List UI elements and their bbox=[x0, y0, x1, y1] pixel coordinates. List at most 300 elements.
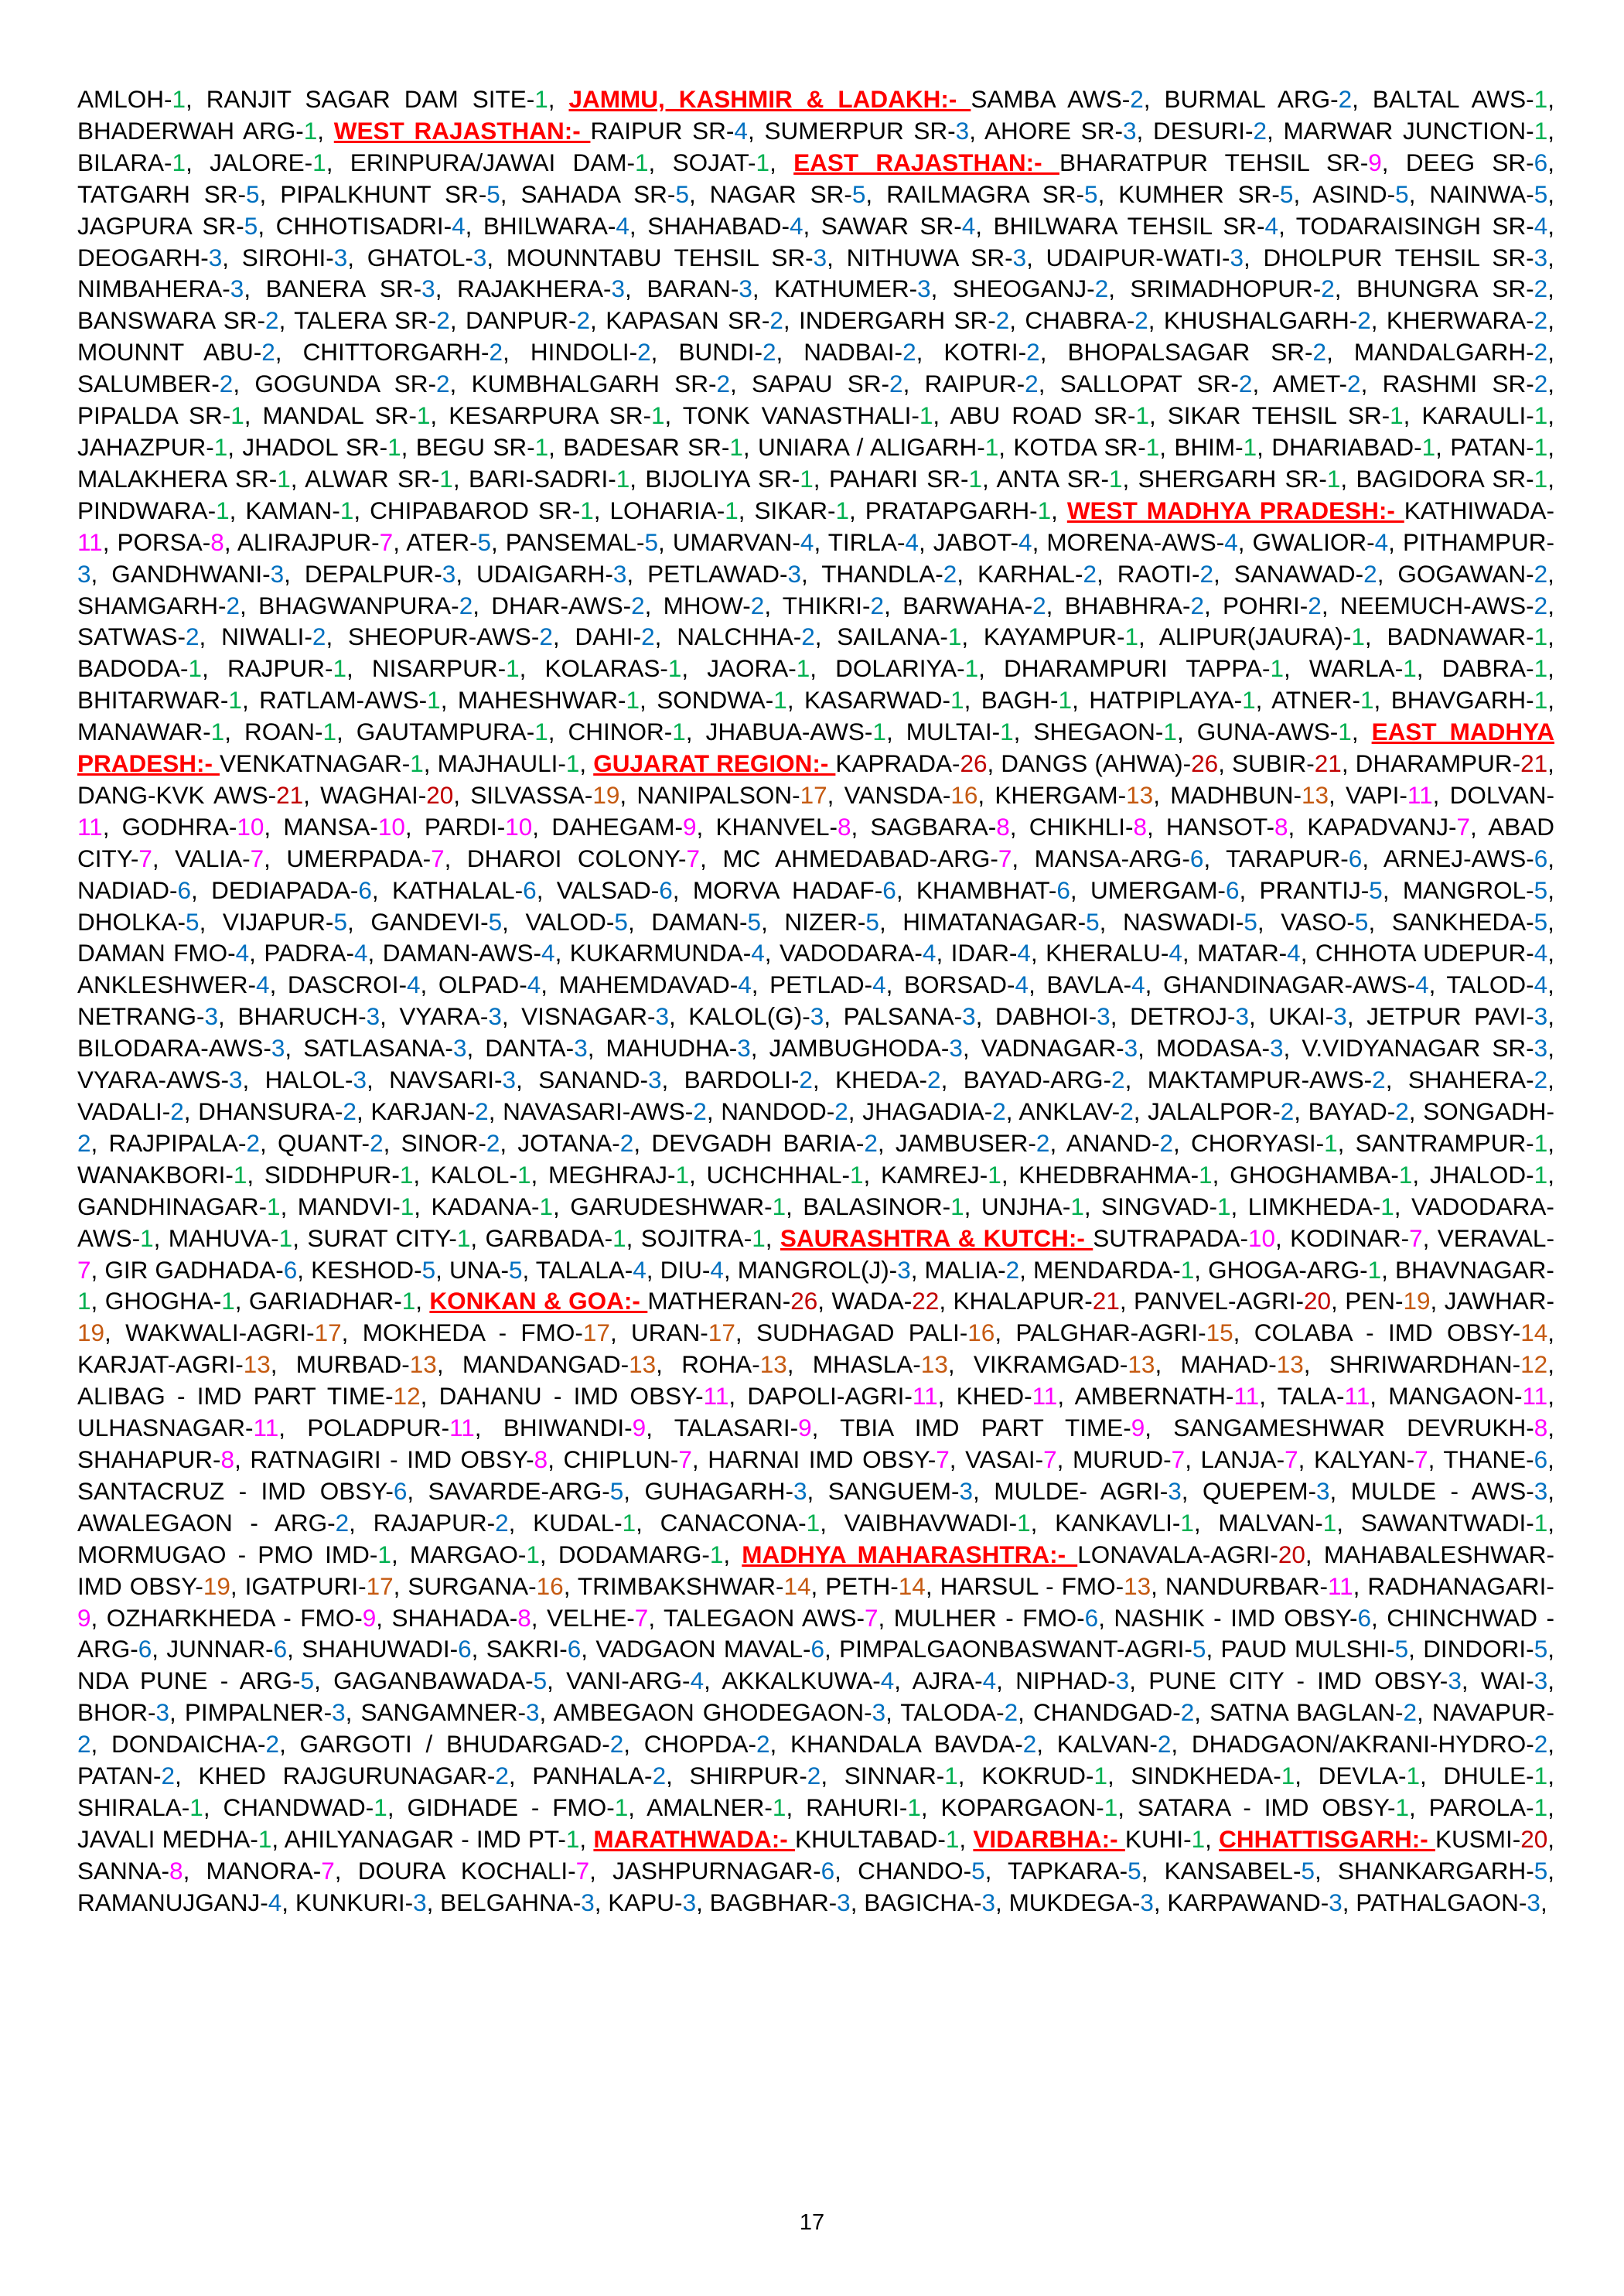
rainfall-value: 1 bbox=[1534, 623, 1548, 651]
rainfall-value: 3 bbox=[1012, 243, 1027, 271]
station-name: KARJAT-AGRI- bbox=[77, 1350, 244, 1379]
rainfall-value: 3 bbox=[473, 243, 487, 271]
station-name: NISARPUR- bbox=[371, 654, 507, 683]
rainfall-value: 2 bbox=[459, 591, 473, 619]
station-entry: GODHRA-10, bbox=[121, 812, 271, 841]
station-name: BHOR- bbox=[77, 1698, 156, 1727]
station-entry: SIKAR-1, bbox=[754, 496, 856, 524]
rainfall-value: 2 bbox=[486, 1128, 500, 1157]
station-entry: RAOTI-2, bbox=[1117, 559, 1220, 588]
station-entry: SINGVAD-1, bbox=[1101, 1192, 1238, 1220]
rainfall-value: 4 bbox=[1415, 971, 1429, 999]
station-entry: THIKRI-2, bbox=[782, 591, 891, 619]
rainfall-value: 4 bbox=[1017, 939, 1031, 967]
station-name: SANAWAD- bbox=[1233, 559, 1364, 588]
station-name: PIMPALNER- bbox=[184, 1698, 333, 1727]
rainfall-value: 2 bbox=[370, 1128, 384, 1157]
rainfall-value: 4 bbox=[982, 1667, 997, 1695]
station-entry: DODAMARG-1, bbox=[558, 1540, 731, 1568]
station-name: VADODARA- bbox=[779, 939, 923, 967]
station-entry: QUEPEM-3, bbox=[1202, 1476, 1337, 1505]
station-name: RAOTI- bbox=[1117, 559, 1200, 588]
station-name: KARPAWAND- bbox=[1167, 1888, 1329, 1916]
station-name: VIJAPUR- bbox=[222, 907, 334, 936]
station-name: VANI-ARG- bbox=[566, 1667, 691, 1695]
station-name: MALIA- bbox=[924, 1255, 1006, 1284]
rainfall-value: 8 bbox=[210, 527, 224, 556]
station-entry: KOLARAS-1, bbox=[544, 654, 689, 683]
station-name: SANTRAMPUR- bbox=[1355, 1128, 1534, 1157]
rainfall-value: 3 bbox=[1124, 1034, 1138, 1063]
station-entry: VIJAPUR-5, bbox=[222, 907, 354, 936]
rainfall-value: 16 bbox=[967, 1319, 995, 1347]
rainfall-value: 5 bbox=[1084, 179, 1098, 208]
station-name: BHAVGARH- bbox=[1390, 686, 1534, 715]
rainfall-value: 21 bbox=[276, 780, 304, 809]
station-entry: KAYAMPUR-1, bbox=[983, 623, 1145, 651]
rainfall-value: 3 bbox=[955, 116, 970, 145]
rainfall-value: 22 bbox=[912, 1287, 940, 1315]
station-entry: GARIADHAR-1, bbox=[248, 1287, 422, 1315]
station-entry: MARWAR JUNCTION-1, bbox=[1283, 116, 1554, 145]
station-name: RAIPUR- bbox=[924, 370, 1025, 398]
rainfall-value: 13 bbox=[920, 1350, 948, 1379]
station-name: NAVSARI- bbox=[389, 1066, 503, 1094]
rainfall-value: 2 bbox=[265, 1730, 280, 1759]
rainfall-value: 4 bbox=[527, 971, 541, 999]
station-name: KHALAPUR- bbox=[953, 1287, 1093, 1315]
rainfall-value: 3 bbox=[1534, 1002, 1548, 1031]
station-name: WAI- bbox=[1480, 1667, 1534, 1695]
rainfall-value: 7 bbox=[678, 1445, 692, 1473]
rainfall-value: 6 bbox=[393, 1476, 408, 1505]
rainfall-value: 6 bbox=[523, 875, 537, 904]
rainfall-value: 3 bbox=[1230, 243, 1244, 271]
station-entry: MADHBUN-13, bbox=[1170, 780, 1336, 809]
rainfall-value: 2 bbox=[1083, 559, 1097, 588]
station-name: PETH- bbox=[825, 1571, 899, 1600]
station-entry: BURMAL ARG-2, bbox=[1164, 85, 1359, 113]
station-entry: ARNEJ-AWS-6, bbox=[1383, 844, 1554, 872]
rainfall-value: 4 bbox=[789, 211, 803, 240]
rainfall-value: 6 bbox=[821, 1856, 835, 1885]
station-name: RAJAPUR- bbox=[373, 1508, 496, 1537]
station-entry: DHAROI COLONY-7, bbox=[466, 844, 707, 872]
station-name: KESHOD- bbox=[311, 1255, 422, 1284]
rainfall-value: 7 bbox=[686, 844, 701, 872]
rainfall-value: 4 bbox=[1534, 211, 1548, 240]
rainfall-value: 2 bbox=[312, 623, 326, 651]
station-name: RADHANAGARI- bbox=[1367, 1571, 1554, 1600]
rainfall-value: 2 bbox=[1032, 591, 1046, 619]
station-name: JAGPURA SR- bbox=[77, 211, 244, 240]
rainfall-value: 2 bbox=[1180, 1698, 1195, 1727]
station-entry: PAHARI SR-1, bbox=[828, 464, 989, 493]
station-name: DEVLA- bbox=[1318, 1762, 1407, 1790]
station-entry: KESARPURA SR-1, bbox=[449, 401, 672, 430]
station-entry: DEDIAPADA-6, bbox=[211, 875, 379, 904]
station-name: BIJOLIYA SR- bbox=[645, 464, 800, 493]
station-name: BAYAD-ARG- bbox=[963, 1066, 1112, 1094]
station-name: KANSABEL- bbox=[1164, 1856, 1302, 1885]
rainfall-value: 1 bbox=[1534, 1793, 1548, 1821]
station-entry: NIMBAHERA-3, bbox=[77, 275, 251, 303]
station-name: SAMBA AWS- bbox=[971, 85, 1131, 113]
station-entry: JAVALI MEDHA-1, bbox=[77, 1824, 279, 1853]
rainfall-value: 19 bbox=[1403, 1287, 1431, 1315]
rainfall-value: 1 bbox=[1070, 1192, 1084, 1220]
rainfall-value: 2 bbox=[1134, 306, 1148, 335]
station-entry: BELGAHNA-3, bbox=[440, 1888, 602, 1916]
rainfall-value: 1 bbox=[1104, 1793, 1118, 1821]
station-name: AHORE SR- bbox=[984, 116, 1123, 145]
station-entry: BAGH-1, bbox=[981, 686, 1079, 715]
station-name: GUHAGARH- bbox=[644, 1476, 793, 1505]
station-name: ROAN- bbox=[244, 718, 323, 746]
rainfall-value: 1 bbox=[1281, 1762, 1295, 1790]
station-entry: JAORA-1, bbox=[707, 654, 817, 683]
station-entry: UMERGAM-6, bbox=[1090, 875, 1247, 904]
station-entry: GHOGHAMBA-1, bbox=[1230, 1160, 1420, 1189]
station-entry: CHINOR-1, bbox=[568, 718, 693, 746]
station-name: BHILWARA- bbox=[483, 211, 616, 240]
station-name: RAHURI- bbox=[806, 1793, 908, 1821]
station-name: AJRA- bbox=[912, 1667, 983, 1695]
rainfall-value: 17 bbox=[366, 1571, 394, 1600]
station-entry: DEVGADH BARIA-2, bbox=[651, 1128, 885, 1157]
station-name: SURGANA- bbox=[408, 1571, 537, 1600]
station-name: BHAVNAGAR- bbox=[1394, 1255, 1554, 1284]
station-entry: KADANA-1, bbox=[431, 1192, 560, 1220]
station-entry: COLABA - IMD OBSY-14, bbox=[1254, 1319, 1555, 1347]
station-name: NASWADI- bbox=[1123, 907, 1244, 936]
station-entry: MANSA-ARG-6, bbox=[1034, 844, 1211, 872]
rainfall-value: 5 bbox=[1301, 1856, 1315, 1885]
station-entry: PANSEMAL-5, bbox=[505, 527, 665, 556]
station-name: DHARIABAD- bbox=[1271, 432, 1422, 461]
station-name: SAILANA- bbox=[837, 623, 948, 651]
station-entry: NDA PUNE - ARG-5, bbox=[77, 1667, 321, 1695]
rainfall-value: 1 bbox=[267, 1192, 281, 1220]
station-entry: MULTAI-1, bbox=[906, 718, 1021, 746]
station-entry: SAKRI-6, bbox=[486, 1635, 589, 1663]
station-entry: MANORA-7, bbox=[206, 1856, 342, 1885]
station-name: BADODA- bbox=[77, 654, 189, 683]
rainfall-value: 3 bbox=[366, 1002, 380, 1031]
station-entry: SAVARDE-ARG-5, bbox=[428, 1476, 631, 1505]
station-name: KHED RAJGURUNAGAR- bbox=[198, 1762, 496, 1790]
station-entry: ERINPURA/JAWAI DAM-1, bbox=[350, 148, 656, 176]
station-name: MANDAL SR- bbox=[262, 401, 417, 430]
station-name: SUMERPUR SR- bbox=[764, 116, 956, 145]
station-entry: KHED RAJGURUNAGAR-2, bbox=[198, 1762, 516, 1790]
station-entry: HALOL-3, bbox=[264, 1066, 374, 1094]
station-name: WANAKBORI- bbox=[77, 1160, 234, 1189]
station-entry: SANTACRUZ - IMD OBSY-6, bbox=[77, 1476, 415, 1505]
rainfall-value: 4 bbox=[1534, 939, 1548, 967]
rainfall-value: 4 bbox=[710, 1255, 724, 1284]
station-name: CHIPLUN- bbox=[563, 1445, 679, 1473]
station-entry: DAHEGAM-9, bbox=[551, 812, 704, 841]
station-name: DEDIAPADA- bbox=[211, 875, 359, 904]
station-entry: DINDORI-5, bbox=[1423, 1635, 1554, 1663]
rainfall-value: 5 bbox=[421, 1255, 436, 1284]
rainfall-value: 6 bbox=[1534, 148, 1548, 176]
station-name: VIKRAMGAD- bbox=[973, 1350, 1128, 1379]
station-name: VENKATNAGAR- bbox=[220, 749, 411, 778]
rainfall-value: 26 bbox=[1191, 749, 1219, 778]
station-name: KAPASAN SR- bbox=[606, 306, 770, 335]
rainfall-value: 2 bbox=[756, 1730, 770, 1759]
station-entry: SIKAR TEHSIL SR-1, bbox=[1167, 401, 1411, 430]
rainfall-value: 2 bbox=[1199, 559, 1214, 588]
station-entry: SHEOGANJ-2, bbox=[952, 275, 1115, 303]
station-name: HARSUL - FMO- bbox=[940, 1571, 1124, 1600]
rainfall-value: 1 bbox=[1390, 401, 1404, 430]
station-name: GANDEVI- bbox=[370, 907, 489, 936]
rainfall-value: 1 bbox=[1191, 1824, 1206, 1853]
rainfall-value: 2 bbox=[1534, 370, 1548, 398]
rainfall-value: 1 bbox=[221, 1287, 235, 1315]
rainfall-value: 5 bbox=[533, 1667, 548, 1695]
rainfall-value: 1 bbox=[806, 1508, 821, 1537]
rainfall-value: 2 bbox=[801, 623, 815, 651]
station-entry: MC AHMEDABAD-ARG-7, bbox=[722, 844, 1019, 872]
station-name: VALOD- bbox=[525, 907, 615, 936]
station-entry: KHERALU-4, bbox=[1046, 939, 1189, 967]
station-name: NANDURBAR- bbox=[1165, 1571, 1328, 1600]
rainfall-value: 2 bbox=[1347, 370, 1361, 398]
rainfall-value: 1 bbox=[950, 1192, 964, 1220]
rainfall-value: 6 bbox=[1056, 875, 1070, 904]
station-name: DHOLKA- bbox=[77, 907, 186, 936]
station-name: NIZER- bbox=[784, 907, 866, 936]
rainfall-value: 2 bbox=[1130, 85, 1144, 113]
rainfall-value: 10 bbox=[377, 812, 405, 841]
rainfall-value: 1 bbox=[1534, 1508, 1548, 1537]
station-entry: DHARIABAD-1, bbox=[1271, 432, 1442, 461]
rainfall-value: 4 bbox=[880, 1667, 895, 1695]
rainfall-value: 3 bbox=[739, 275, 752, 303]
station-entry: PIPALKHUNT SR-5, bbox=[280, 179, 507, 208]
station-entry: WAGHAI-20, bbox=[320, 780, 460, 809]
station-entry: OLPAD-4, bbox=[438, 971, 548, 999]
station-entry: BHARUCH-3, bbox=[237, 1002, 387, 1031]
rainfall-value: 11 bbox=[449, 1414, 475, 1442]
station-name: KAPU- bbox=[608, 1888, 683, 1916]
station-name: CHINCHWAD - ARG- bbox=[77, 1603, 1554, 1663]
station-name: NANDOD- bbox=[721, 1097, 835, 1125]
rainfall-value: 3 bbox=[208, 243, 223, 271]
station-name: GHOGHA- bbox=[104, 1287, 222, 1315]
rainfall-value: 3 bbox=[872, 1698, 886, 1727]
rainfall-value: 5 bbox=[1192, 1635, 1206, 1663]
station-entry: JAMBUSER-2, bbox=[895, 1128, 1057, 1157]
rainfall-value: 2 bbox=[1312, 338, 1327, 367]
station-entry: BAYAD-2, bbox=[1308, 1097, 1416, 1125]
rainfall-value: 6 bbox=[1225, 875, 1240, 904]
rainfall-value: 3 bbox=[1534, 1476, 1548, 1505]
station-name: KUHI- bbox=[1124, 1824, 1192, 1853]
station-name: JETPUR PAVI- bbox=[1366, 1002, 1534, 1031]
station-entry: VADGAON MAVAL-6, bbox=[595, 1635, 831, 1663]
station-entry: KALOL(G)-3, bbox=[688, 1002, 831, 1031]
station-entry: LIMKHEDA-1, bbox=[1247, 1192, 1401, 1220]
station-entry: SUDHAGAD PALI-16, bbox=[756, 1319, 1002, 1347]
station-entry: DAPOLI-AGRI-11, bbox=[747, 1382, 945, 1411]
station-name: KARHAL- bbox=[977, 559, 1083, 588]
station-entry: SAILANA-1, bbox=[837, 623, 969, 651]
station-entry: UCHCHHAL-1, bbox=[706, 1160, 871, 1189]
station-entry: LONAVALA-AGRI-20, bbox=[1077, 1540, 1312, 1568]
station-name: PALGHAR-AGRI- bbox=[1015, 1319, 1206, 1347]
station-entry: MANDALGARH-2, bbox=[1353, 338, 1554, 367]
rainfall-value: 11 bbox=[1327, 1571, 1353, 1600]
rainfall-value: 2 bbox=[186, 623, 200, 651]
station-entry: THANDLA-2, bbox=[821, 559, 964, 588]
station-name: DHARAMPUR- bbox=[1355, 749, 1521, 778]
station-name: VYARA-AWS- bbox=[77, 1066, 230, 1094]
rainfall-value: 1 bbox=[1534, 464, 1548, 493]
station-name: PATAN- bbox=[77, 1762, 162, 1790]
station-name: SAHADA SR- bbox=[520, 179, 676, 208]
station-entry: VASO-5, bbox=[1281, 907, 1376, 936]
station-entry: ABU ROAD SR-1, bbox=[950, 401, 1156, 430]
station-name: DAMAN- bbox=[651, 907, 748, 936]
station-entry: KUSMI-20, bbox=[1435, 1824, 1554, 1853]
station-name: SHEOGANJ- bbox=[952, 275, 1095, 303]
rainfall-value: 1 bbox=[399, 1160, 414, 1189]
station-name: JUNNAR- bbox=[166, 1635, 274, 1663]
station-name: JABOT- bbox=[933, 527, 1019, 556]
station-name: AMLOH- bbox=[77, 85, 172, 113]
station-entry: KARJAN-2, bbox=[370, 1097, 496, 1125]
station-entry: KHUSHALGARH-2, bbox=[1163, 306, 1378, 335]
rainfall-value: 11 bbox=[1344, 1382, 1370, 1411]
station-entry: NANIPALSON-17, bbox=[636, 780, 834, 809]
station-name: SHIRALA- bbox=[77, 1793, 190, 1821]
rainfall-value: 2 bbox=[1372, 1066, 1386, 1094]
station-entry: MODASA-3, bbox=[1155, 1034, 1291, 1063]
station-entry: TODARAISINGH SR-4, bbox=[1295, 211, 1554, 240]
rainfall-value: 1 bbox=[1322, 1508, 1337, 1537]
station-name: KUDAL- bbox=[533, 1508, 623, 1537]
rainfall-value: 1 bbox=[709, 1540, 724, 1568]
station-name: PADRA- bbox=[264, 939, 355, 967]
rainfall-value: 1 bbox=[1534, 1762, 1548, 1790]
station-name: MAHEMDAVAD- bbox=[558, 971, 739, 999]
station-name: PANVEL-AGRI- bbox=[1134, 1287, 1304, 1315]
station-entry: KOKRUD-1, bbox=[981, 1762, 1114, 1790]
station-entry: HANSOT-8, bbox=[1165, 812, 1295, 841]
station-name: KARJAN- bbox=[370, 1097, 476, 1125]
station-name: KUKARMUNDA- bbox=[569, 939, 752, 967]
rainfall-value: 3 bbox=[1269, 1034, 1284, 1063]
rainfall-value: 6 bbox=[177, 875, 192, 904]
station-name: KOTRI- bbox=[943, 338, 1027, 367]
station-name: VALIA- bbox=[175, 844, 251, 872]
rainfall-value: 13 bbox=[1126, 780, 1154, 809]
rainfall-value: 7 bbox=[250, 844, 264, 872]
rainfall-value: 2 bbox=[161, 1762, 176, 1790]
station-name: VELHE- bbox=[547, 1603, 635, 1632]
station-entry: DABHOI-3, bbox=[995, 1002, 1117, 1031]
station-entry: SAWANTWADI-1, bbox=[1360, 1508, 1554, 1537]
station-entry: VADALI-2, bbox=[77, 1097, 191, 1125]
station-entry: PAUD MULSHI-5, bbox=[1220, 1635, 1415, 1663]
station-entry: AHILYANAGAR - IMD PT-1, bbox=[284, 1824, 587, 1853]
station-entry: NIWALI-2, bbox=[221, 623, 333, 651]
station-entry: KATHALAL-6, bbox=[391, 875, 544, 904]
station-name: TALODA- bbox=[900, 1698, 1005, 1727]
rainfall-value: 2 bbox=[1363, 559, 1377, 588]
rainfall-value: 1 bbox=[1145, 432, 1160, 461]
station-name: VALSAD- bbox=[556, 875, 660, 904]
station-name: LOHARIA- bbox=[609, 496, 725, 524]
rainfall-value: 1 bbox=[612, 1223, 626, 1252]
rainfall-value: 5 bbox=[1369, 875, 1383, 904]
station-entry: VALSAD-6, bbox=[556, 875, 680, 904]
rainfall-value: 1 bbox=[534, 432, 549, 461]
station-name: JAMBUGHODA- bbox=[769, 1034, 950, 1063]
station-entry: KODINAR-7, bbox=[1290, 1223, 1430, 1252]
station-entry: RANJIT SAGAR DAM SITE-1, bbox=[206, 85, 555, 113]
station-name: BHADERWAH ARG- bbox=[77, 116, 304, 145]
station-name: SUTRAPADA- bbox=[1093, 1223, 1248, 1252]
station-entry: MAKTAMPUR-AWS-2, bbox=[1147, 1066, 1393, 1094]
station-entry: CANACONA-1, bbox=[660, 1508, 827, 1537]
rainfall-value: 1 bbox=[626, 686, 640, 715]
rainfall-value: 2 bbox=[226, 591, 241, 619]
station-name: DETROJ- bbox=[1129, 1002, 1236, 1031]
station-entry: SHIRPUR-2, bbox=[689, 1762, 828, 1790]
rainfall-value: 1 bbox=[427, 686, 441, 715]
station-name: UNIARA / ALIGARH- bbox=[758, 432, 985, 461]
station-name: MUKDEGA- bbox=[1008, 1888, 1141, 1916]
station-entry: MHOW-2, bbox=[663, 591, 772, 619]
station-entry: UKAI-3, bbox=[1268, 1002, 1354, 1031]
station-name: KHERGAM- bbox=[995, 780, 1127, 809]
station-entry: DHANSURA-2, bbox=[198, 1097, 363, 1125]
rainfall-value: 1 bbox=[377, 1540, 391, 1568]
station-entry: PADRA-4, bbox=[264, 939, 375, 967]
station-entry: VIKRAMGAD-13, bbox=[973, 1350, 1162, 1379]
station-entry: MURUD-7, bbox=[1072, 1445, 1192, 1473]
rainfall-value: 12 bbox=[393, 1382, 421, 1411]
rainfall-value: 2 bbox=[77, 1730, 91, 1759]
rainfall-value: 5 bbox=[1534, 907, 1548, 936]
station-entry: BHAVGARH-1, bbox=[1390, 686, 1554, 715]
rainfall-value: 1 bbox=[651, 401, 665, 430]
station-name: SALLOPAT SR- bbox=[1059, 370, 1239, 398]
station-name: MANGROL- bbox=[1402, 875, 1534, 904]
station-entry: WAKWALI-AGRI-17, bbox=[125, 1319, 349, 1347]
rainfall-value: 20 bbox=[1278, 1540, 1305, 1568]
station-entry: PALSANA-3, bbox=[843, 1002, 983, 1031]
station-entry: PALGHAR-AGRI-15, bbox=[1015, 1319, 1240, 1347]
station-entry: THANE-6, bbox=[1443, 1445, 1554, 1473]
rainfall-value: 1 bbox=[1534, 85, 1548, 113]
station-entry: WAI-3, bbox=[1480, 1667, 1554, 1695]
station-entry: TIRLA-4, bbox=[827, 527, 926, 556]
station-entry: BAGBHAR-3, bbox=[709, 1888, 858, 1916]
station-name: TONK VANASTHALI- bbox=[682, 401, 919, 430]
rainfall-value: 6 bbox=[283, 1255, 298, 1284]
station-name: GAUTAMPURA- bbox=[356, 718, 535, 746]
station-name: SHAHUWADI- bbox=[302, 1635, 459, 1663]
station-entry: ANAND-2, bbox=[1066, 1128, 1180, 1157]
rainfall-value: 4 bbox=[256, 971, 270, 999]
